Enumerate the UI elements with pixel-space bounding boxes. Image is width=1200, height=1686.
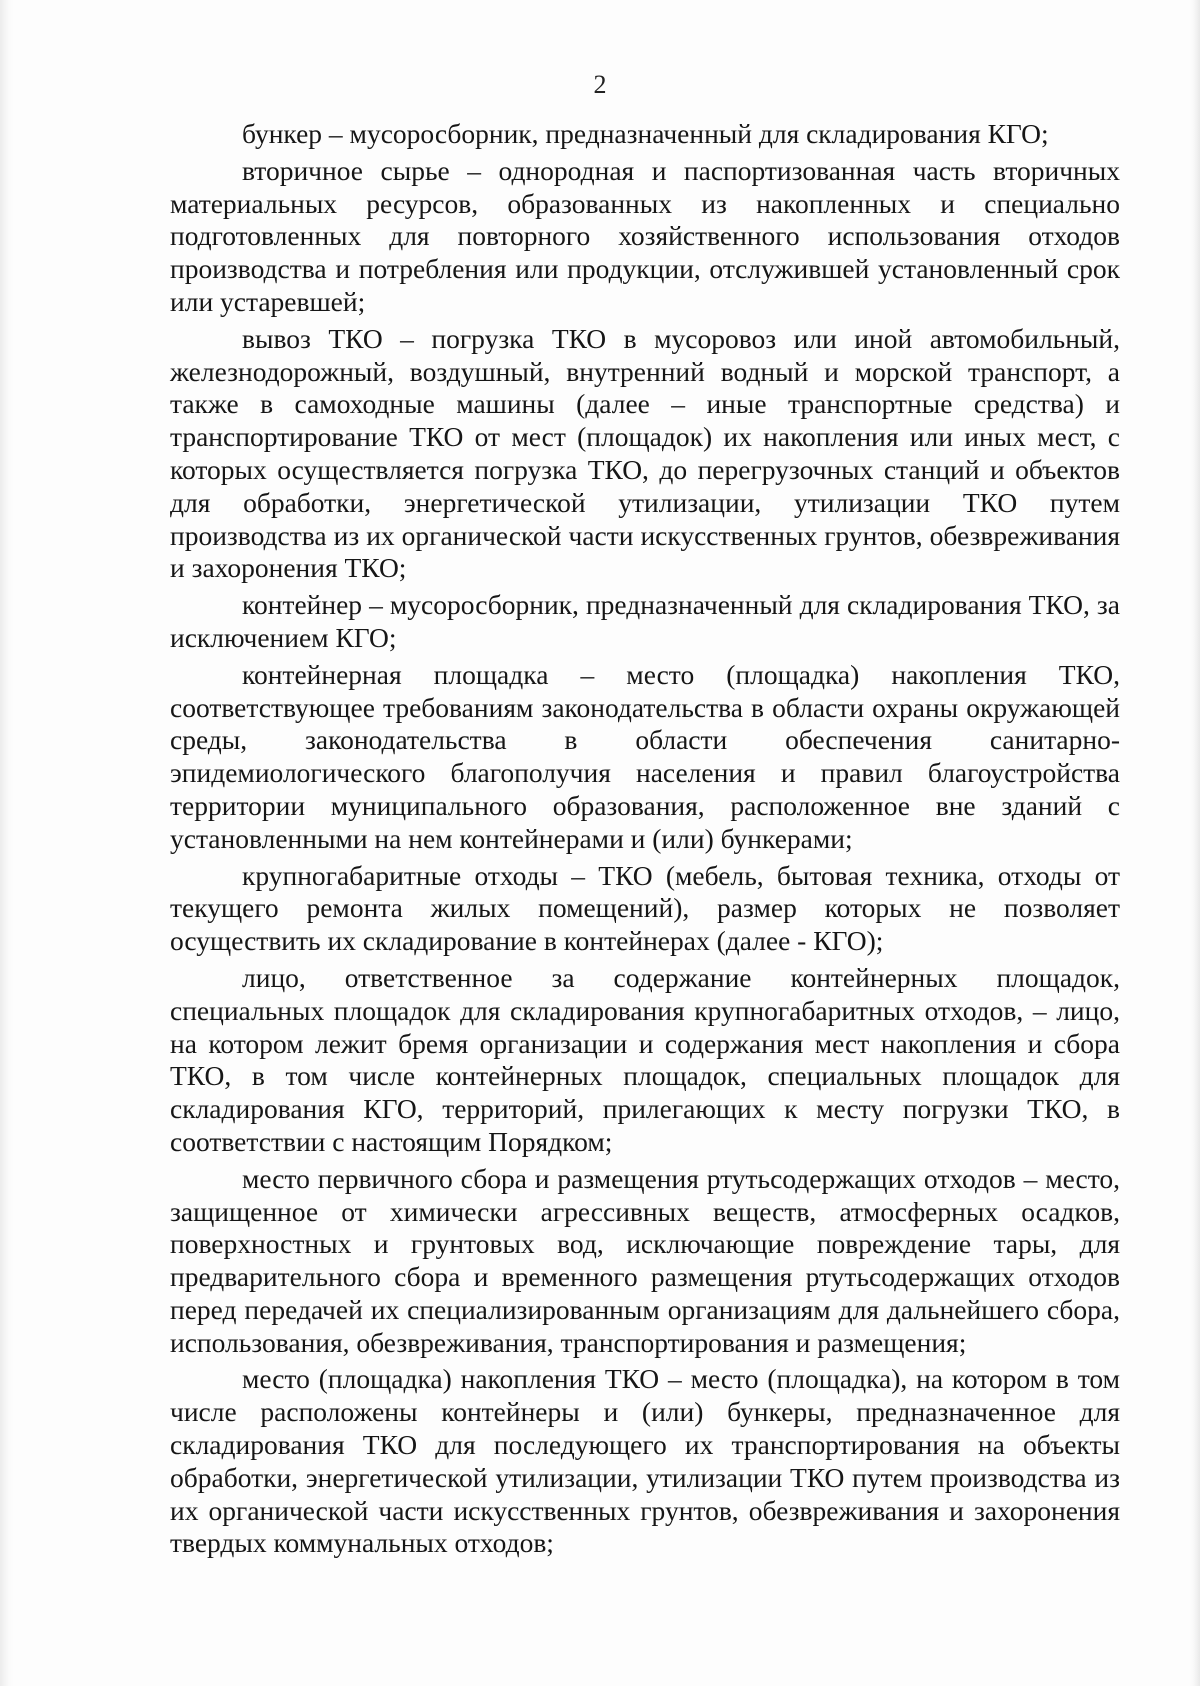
page-number: 2 xyxy=(593,70,607,99)
scan-edge-left xyxy=(0,0,14,1686)
definition-paragraph-container-site: контейнерная площадка – место (площадка) накопления ТКО, соответствующее требованиям законодательства в области охраны окружающей среды, законодательства в области обеспечения санитарно-эпидемиологического благополучия населения и правил благоустройства территории муниципального образования, расположенное вне зданий с установленными на нем контейнерами и (или) бункерами; xyxy=(170,658,1120,854)
definition-paragraph-bunker: бункер – мусоросборник, предназначенный для складирования КГО; xyxy=(242,118,1049,149)
definition-paragraph-secondary-raw-materials: вторичное сырье – однородная и паспортизованная часть вторичных материальных ресурсов, образованных из накопленных и специально подготовленных для повторного хозяйственного использования отходов производства и потребления или продукции, отслужившей установленный срок или устаревшей; xyxy=(170,154,1120,317)
definition-paragraph-tko-removal: вывоз ТКО – погрузка ТКО в мусоровоз или иной автомобильный, железнодорожный, воздушный, внутренний водный и морской транспорт, а также в самоходные машины (далее – иные транспортные средства) и транспортирование ТКО от мест (площадок) их накопления или иных мест, с которых осуществляется погрузка ТКО, до перегрузочных станций и объектов для обработки, энергетической утилизации, утилизации ТКО путем производства из их органической части искусственных грунтов, обезвреживания и захоронения ТКО; xyxy=(170,322,1120,584)
scan-edge-right xyxy=(1190,0,1200,1686)
definition-paragraph-container: контейнер – мусоросборник, предназначенный для складирования ТКО, за исключением КГО; xyxy=(170,589,1120,653)
definition-paragraph-mercury-waste-site: место первичного сбора и размещения ртутьсодержащих отходов – место, защищенное от химически агрессивных веществ, атмосферных осадков, поверхностных и грунтовых вод, исключающие повреждение тары, для предварительного сбора и временного размещения ртутьсодержащих отходов перед передачей их специализированным организациям для дальнейшего сбора, использования, обезвреживания, транспортирования и размещения; xyxy=(170,1162,1120,1358)
definition-paragraph-bulky-waste: крупногабаритные отходы – ТКО (мебель, бытовая техника, отходы от текущего ремонта жилых помещений), размер которых не позволяет осуществить их складирование в контейнерах (далее - КГО); xyxy=(170,859,1120,957)
definition-paragraph-tko-accumulation-site: место (площадка) накопления ТКО – место (площадка), на котором в том числе расположены контейнеры и (или) бункеры, предназначенное для складирования ТКО для последующего их транспортирования на объекты обработки, энергетической утилизации, утилизации ТКО путем производства из их органической части искусственных грунтов, обезвреживания и захоронения твердых коммунальных отходов; xyxy=(170,1363,1120,1559)
definition-paragraph-responsible-person: лицо, ответственное за содержание контейнерных площадок, специальных площадок для складирования крупногабаритных отходов, – лицо, на котором лежит бремя организации и содержания мест накопления и сбора ТКО, в том числе контейнерных площадок, специальных площадок для складирования КГО, территорий, прилегающих к месту погрузки ТКО, в соответствии с настоящим Порядком; xyxy=(170,961,1120,1157)
document-body xyxy=(170,118,1120,1564)
